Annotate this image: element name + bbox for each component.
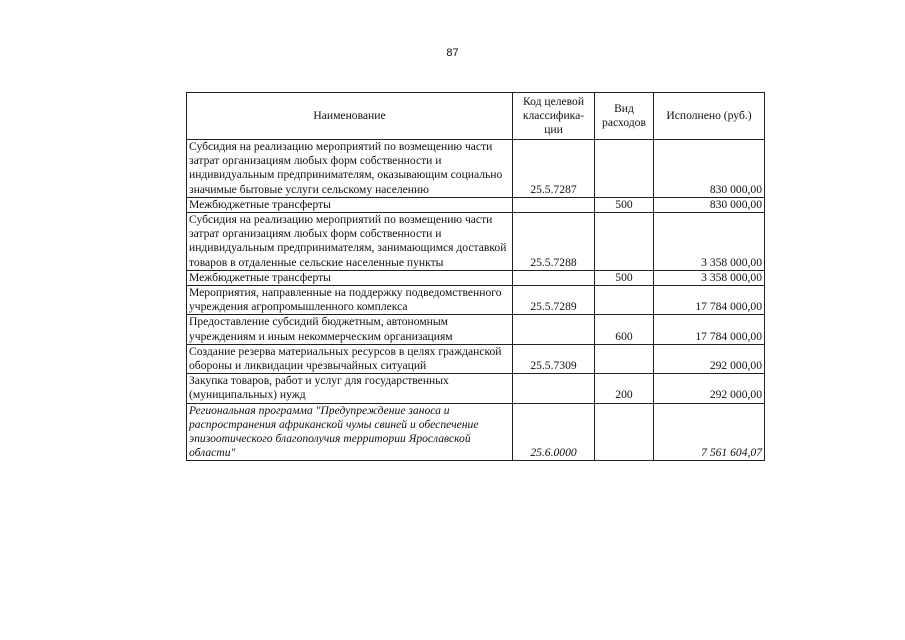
row-type: 600 bbox=[595, 315, 654, 344]
page-number: 87 bbox=[446, 47, 459, 59]
row-code: 25.5.7287 bbox=[513, 140, 595, 198]
row-sum: 3 358 000,00 bbox=[654, 270, 765, 285]
table-header-row bbox=[187, 93, 765, 140]
row-name: Предоставление субсидий бюджетным, автономным учреждениям и иным некоммерческим организациям bbox=[187, 315, 513, 344]
row-code: 25.5.7309 bbox=[513, 344, 595, 373]
row-sum: 830 000,00 bbox=[654, 197, 765, 212]
table-row bbox=[187, 197, 765, 212]
row-sum: 17 784 000,00 bbox=[654, 315, 765, 344]
row-name: Региональная программа "Предупреждение заноса и распространения африканской чумы свиней и обеспечение эпизоотического благополучия территории Ярославской области" bbox=[187, 403, 513, 461]
row-type: 200 bbox=[595, 374, 654, 403]
row-name: Межбюджетные трансферты bbox=[187, 197, 513, 212]
row-code bbox=[513, 197, 595, 212]
row-type bbox=[595, 213, 654, 271]
row-name: Создание резерва материальных ресурсов в целях гражданской обороны и ликвидации чрезвычайных ситуаций bbox=[187, 344, 513, 373]
row-sum: 7 561 604,07 bbox=[654, 403, 765, 461]
row-sum: 292 000,00 bbox=[654, 344, 765, 373]
header-name: Наименование bbox=[187, 93, 513, 140]
row-name: Закупка товаров, работ и услуг для государственных (муниципальных) нужд bbox=[187, 374, 513, 403]
row-sum: 17 784 000,00 bbox=[654, 286, 765, 315]
row-name: Субсидия на реализацию мероприятий по возмещению части затрат организациям любых форм собственности и индивидуальным предпринимателям, занимающимся доставкой товаров в отдаленные сельские населенные пункты bbox=[187, 213, 513, 271]
header-sum: Исполнено (руб.) bbox=[654, 93, 765, 140]
table-row bbox=[187, 270, 765, 285]
budget-execution-table bbox=[186, 92, 765, 461]
row-type bbox=[595, 344, 654, 373]
row-code: 25.5.7289 bbox=[513, 286, 595, 315]
row-code bbox=[513, 270, 595, 285]
row-type: 500 bbox=[595, 197, 654, 212]
table-row bbox=[187, 374, 765, 403]
row-code: 25.5.7288 bbox=[513, 213, 595, 271]
row-name: Межбюджетные трансферты bbox=[187, 270, 513, 285]
header-code: Код целевой классифика-ции bbox=[513, 93, 595, 140]
table-row bbox=[187, 403, 765, 461]
row-type: 500 bbox=[595, 270, 654, 285]
table-row bbox=[187, 315, 765, 344]
row-sum: 3 358 000,00 bbox=[654, 213, 765, 271]
table-row bbox=[187, 213, 765, 271]
table-row bbox=[187, 140, 765, 198]
row-name: Субсидия на реализацию мероприятий по возмещению части затрат организациям любых форм собственности и индивидуальным предпринимателям, оказывающим социально значимые бытовые услуги сельскому населению bbox=[187, 140, 513, 198]
row-code bbox=[513, 374, 595, 403]
row-code: 25.6.0000 bbox=[513, 403, 595, 461]
row-sum: 292 000,00 bbox=[654, 374, 765, 403]
table-row bbox=[187, 344, 765, 373]
row-name: Мероприятия, направленные на поддержку подведомственного учреждения агропромышленного комплекса bbox=[187, 286, 513, 315]
row-type bbox=[595, 140, 654, 198]
row-type bbox=[595, 403, 654, 461]
row-sum: 830 000,00 bbox=[654, 140, 765, 198]
row-code bbox=[513, 315, 595, 344]
header-type: Вид расходов bbox=[595, 93, 654, 140]
row-type bbox=[595, 286, 654, 315]
table-row bbox=[187, 286, 765, 315]
